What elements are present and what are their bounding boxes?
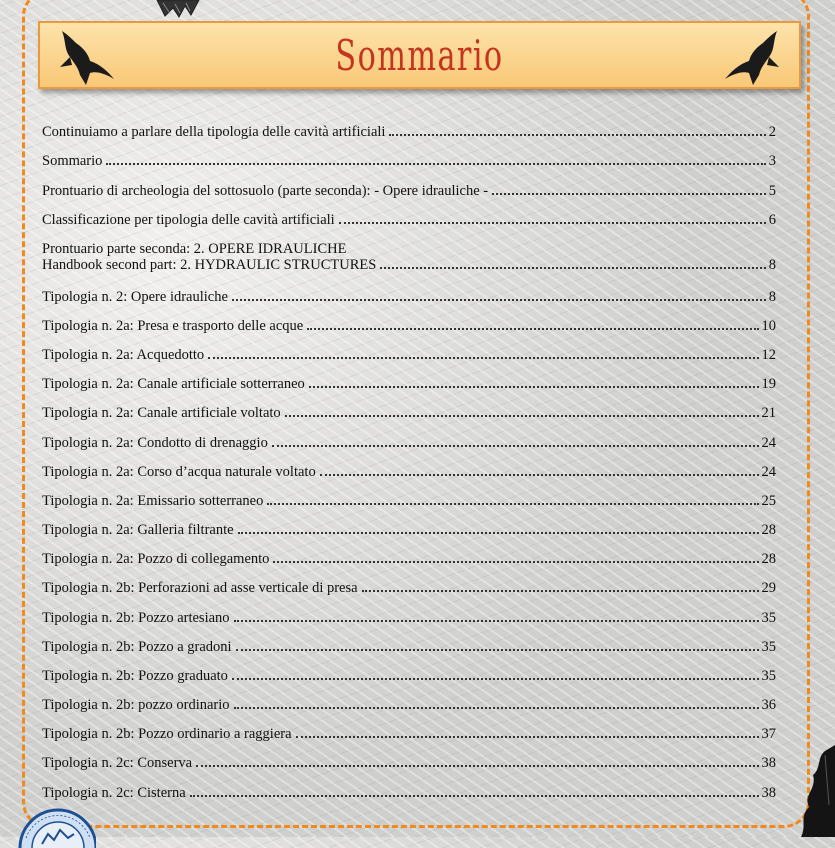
dot-leader — [232, 678, 759, 680]
dot-leader — [234, 620, 759, 622]
dot-leader — [380, 267, 765, 269]
toc-entry-page: 19 — [761, 376, 776, 392]
toc-entry-page: 24 — [761, 435, 776, 451]
dot-leader — [362, 590, 759, 592]
dot-leader — [238, 532, 759, 534]
toc-entry-label: Tipologia n. 2a: Pozzo di collegamento — [42, 551, 270, 567]
bat-wing-ornament-icon — [155, 0, 201, 18]
toc-entry-label: Classificazione per tipologia delle cavità artificiali — [42, 212, 335, 228]
toc-entry-page: 35 — [761, 668, 776, 684]
toc-entry-page: 3 — [768, 153, 776, 169]
toc-entry-label: Prontuario di archeologia del sottosuolo (parte seconda): - Opere idrauliche - — [42, 183, 489, 199]
dot-leader — [339, 222, 766, 224]
toc-entry-label: Handbook second part: 2. HYDRAULIC STRUCTURES — [42, 257, 377, 273]
bat-icon — [52, 27, 118, 89]
toc-entry-page: 28 — [761, 522, 776, 538]
toc-entry-label: Tipologia n. 2a: Galleria filtrante — [42, 522, 234, 538]
toc-entry[interactable] — [42, 347, 776, 367]
toc-entry-page: 12 — [761, 347, 776, 363]
page-title: Sommario — [335, 31, 504, 80]
toc-entry-label: Prontuario parte seconda: 2. OPERE IDRAULICHE — [42, 241, 347, 257]
toc-entry[interactable] — [42, 522, 776, 542]
toc-entry-page: 29 — [761, 580, 776, 596]
dot-leader — [106, 163, 765, 165]
dot-leader — [285, 415, 759, 417]
toc-entry[interactable] — [42, 668, 776, 688]
toc-entry-label: Tipologia n. 2b: Pozzo a gradoni — [42, 639, 232, 655]
dot-leader — [320, 474, 759, 476]
toc-entry-page: 10 — [761, 318, 776, 334]
stalactite-decoration-icon — [795, 745, 835, 837]
dot-leader — [267, 503, 758, 505]
toc-entry-label: Continuiamo a parlare della tipologia delle cavità artificiali — [42, 124, 386, 140]
dot-leader — [190, 795, 759, 797]
toc-entry-label: Sommario — [42, 153, 103, 169]
toc-entry[interactable] — [42, 610, 776, 630]
toc-entry-page: 21 — [761, 405, 776, 421]
toc-entry-label: Tipologia n. 2b: Perforazioni ad asse verticale di presa — [42, 580, 358, 596]
toc-entry[interactable] — [42, 493, 776, 513]
bat-icon — [721, 27, 787, 89]
toc-entry-page: 38 — [761, 785, 776, 801]
toc-entry[interactable] — [42, 153, 776, 173]
toc-entry-page: 8 — [768, 257, 776, 273]
club-logo — [18, 808, 96, 848]
toc-entry-page: 8 — [768, 289, 776, 305]
toc-entry[interactable] — [42, 464, 776, 484]
toc-entry-label: Tipologia n. 2b: Pozzo artesiano — [42, 610, 230, 626]
toc-entry-page: 2 — [768, 124, 776, 140]
toc-entry[interactable] — [42, 726, 776, 746]
toc-entry-label: Tipologia n. 2b: Pozzo graduato — [42, 668, 228, 684]
toc-entry[interactable] — [42, 183, 776, 203]
toc-entry[interactable] — [42, 755, 776, 775]
toc-entry[interactable] — [42, 289, 776, 309]
dot-leader — [492, 193, 766, 195]
dot-leader — [234, 707, 759, 709]
toc-entry-page: 28 — [761, 551, 776, 567]
toc-entry[interactable] — [42, 318, 776, 338]
dot-leader — [273, 561, 758, 563]
toc-entry[interactable] — [42, 124, 776, 144]
toc-entry-label: Tipologia n. 2c: Cisterna — [42, 785, 186, 801]
toc-entry-page: 25 — [761, 493, 776, 509]
toc-entry-page: 38 — [761, 755, 776, 771]
toc-entry-page: 35 — [761, 639, 776, 655]
toc-entry-label: Tipologia n. 2a: Presa e trasporto delle acque — [42, 318, 304, 334]
toc-entry-label: Tipologia n. 2b: pozzo ordinario — [42, 697, 230, 713]
dot-leader — [196, 765, 758, 767]
toc-entry-page: 5 — [768, 183, 776, 199]
toc-entry[interactable] — [42, 697, 776, 717]
toc-entry-label: Tipologia n. 2: Opere idrauliche — [42, 289, 228, 305]
toc-entry-label: Tipologia n. 2a: Condotto di drenaggio — [42, 435, 268, 451]
toc-entry-label: Tipologia n. 2a: Emissario sotterraneo — [42, 493, 264, 509]
toc-entry[interactable] — [42, 241, 776, 279]
dot-leader — [272, 445, 759, 447]
toc-entry-page: 36 — [761, 697, 776, 713]
toc-entry[interactable] — [42, 639, 776, 659]
toc-entry[interactable] — [42, 376, 776, 396]
toc-entry-label: Tipologia n. 2a: Acquedotto — [42, 347, 205, 363]
toc-entry[interactable] — [42, 405, 776, 425]
title-banner — [38, 21, 801, 89]
toc-entry[interactable] — [42, 551, 776, 571]
toc-entry[interactable] — [42, 580, 776, 600]
toc-entry-label: Tipologia n. 2a: Corso d’acqua naturale voltato — [42, 464, 316, 480]
dot-leader — [296, 736, 759, 738]
dot-leader — [307, 328, 758, 330]
toc-entry-page: 6 — [768, 212, 776, 228]
dot-leader — [236, 649, 759, 651]
toc-entry[interactable] — [42, 435, 776, 455]
dot-leader — [208, 357, 758, 359]
dot-leader — [389, 134, 765, 136]
toc-entry-page: 35 — [761, 610, 776, 626]
toc-entry[interactable] — [42, 785, 776, 805]
toc-entry-label: Tipologia n. 2b: Pozzo ordinario a raggiera — [42, 726, 292, 742]
toc-entry-page: 24 — [761, 464, 776, 480]
toc-entry[interactable] — [42, 212, 776, 232]
dot-leader — [232, 299, 766, 301]
toc-entry-label: Tipologia n. 2a: Canale artificiale voltato — [42, 405, 281, 421]
toc-entry-label: Tipologia n. 2c: Conserva — [42, 755, 193, 771]
toc-entry-page: 37 — [761, 726, 776, 742]
toc-entry-label: Tipologia n. 2a: Canale artificiale sotterraneo — [42, 376, 305, 392]
dot-leader — [309, 386, 759, 388]
